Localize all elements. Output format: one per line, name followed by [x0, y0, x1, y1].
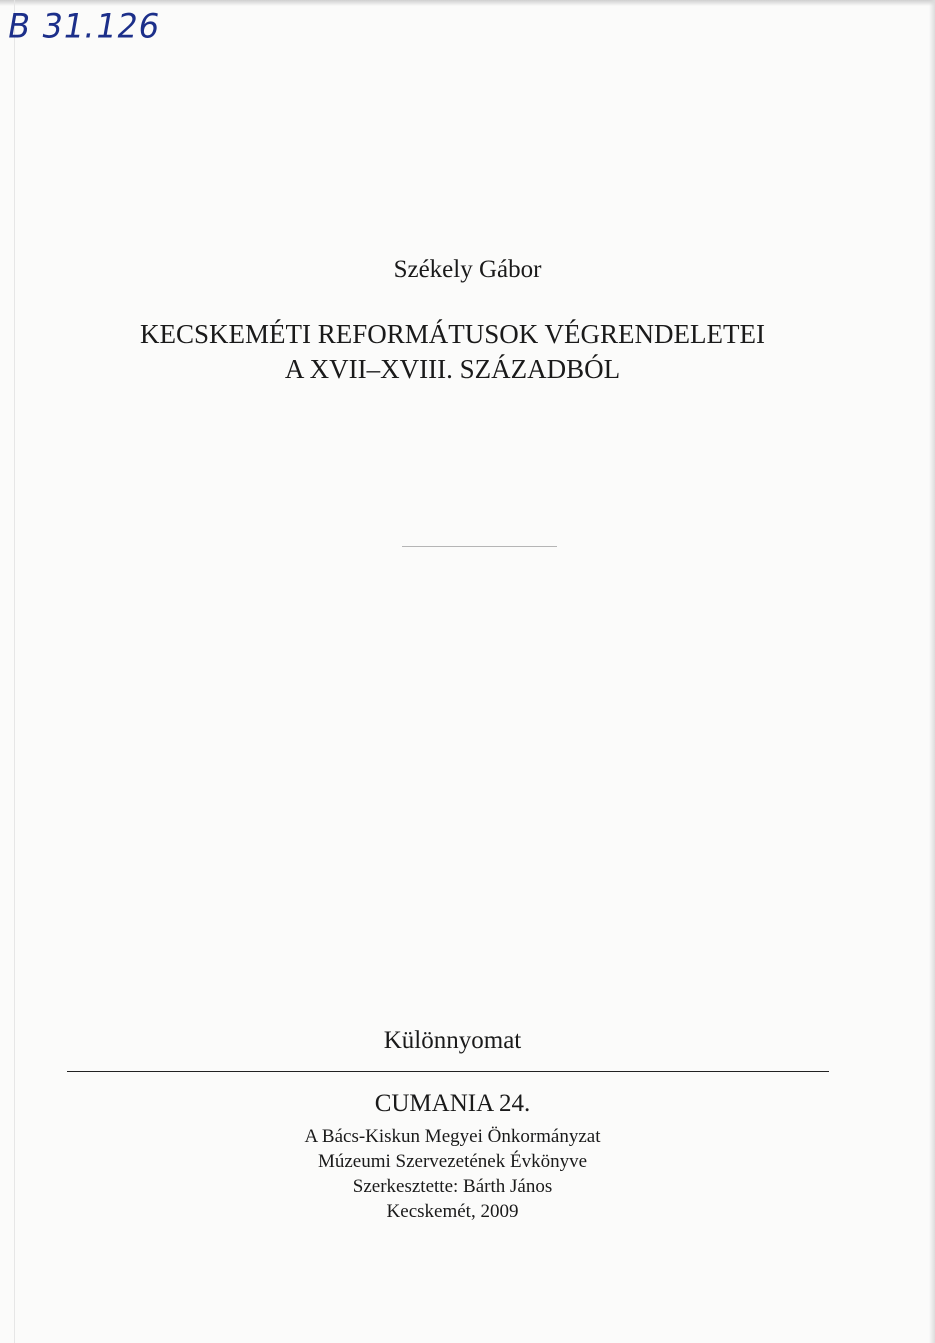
publication-info	[0, 1124, 905, 1224]
editor-line: Szerkesztette: Bárth János	[352, 1176, 553, 1197]
divider-rule	[67, 1071, 829, 1072]
yearbook-line: Múzeumi Szervezetének Évkönyve	[317, 1151, 588, 1172]
offprint-label: Különnyomat	[383, 1027, 522, 1054]
document-title	[0, 317, 905, 387]
series-title: CUMANIA 24.	[374, 1090, 531, 1117]
title-line-1: KECSKEMÉTI REFORMÁTUSOK VÉGRENDELETEI	[140, 319, 765, 349]
publisher-line: A Bács-Kiskun Megyei Önkormányzat	[304, 1126, 601, 1147]
handwritten-shelfmark: B 31.126	[4, 6, 164, 46]
author-name: Székely Gábor	[393, 256, 542, 283]
page-edge-shadow-right	[929, 0, 935, 1343]
place-date-line: Kecskemét, 2009	[386, 1201, 519, 1222]
title-line-2: A XVII–XVIII. SZÁZADBÓL	[284, 354, 621, 384]
faint-divider	[402, 546, 557, 547]
